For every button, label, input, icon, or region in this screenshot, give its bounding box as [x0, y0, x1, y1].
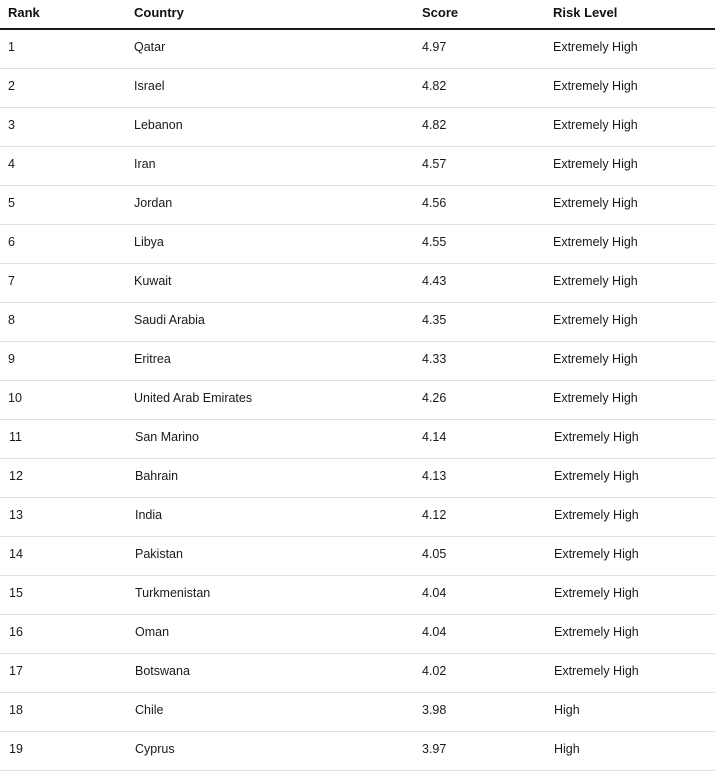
score-cell: 4.97	[422, 40, 447, 54]
score-cell: 4.13	[422, 469, 447, 483]
table-row	[0, 537, 715, 576]
score-cell: 4.82	[422, 79, 447, 93]
country-cell: Cyprus	[135, 742, 175, 756]
rank-cell: 12	[9, 469, 23, 483]
score-cell: 4.82	[422, 118, 447, 132]
risk-level-cell: Extremely High	[553, 196, 638, 210]
country-cell: Eritrea	[134, 352, 171, 366]
risk-level-cell: Extremely High	[553, 274, 638, 288]
risk-level-cell: Extremely High	[553, 313, 638, 327]
risk-level-cell: Extremely High	[554, 625, 639, 639]
header-rank[interactable]: Rank	[8, 5, 40, 20]
rank-cell: 14	[9, 547, 23, 561]
table-row	[0, 576, 715, 615]
country-cell: Jordan	[134, 196, 173, 210]
table-row	[0, 420, 715, 459]
rank-cell: 11	[9, 430, 22, 444]
table-row	[0, 108, 715, 147]
rank-cell: 17	[9, 664, 23, 678]
country-cell: Iran	[134, 157, 156, 171]
rank-cell: 4	[8, 157, 15, 171]
score-cell: 4.05	[422, 547, 447, 561]
rank-cell: 16	[9, 625, 23, 639]
score-cell: 4.14	[422, 430, 447, 444]
table-row	[0, 459, 715, 498]
country-cell: Botswana	[135, 664, 190, 678]
rank-cell: 3	[8, 118, 15, 132]
score-cell: 4.04	[422, 586, 447, 600]
rank-cell: 9	[8, 352, 15, 366]
score-cell: 4.57	[422, 157, 447, 171]
score-cell: 4.33	[422, 352, 447, 366]
country-cell: Turkmenistan	[135, 586, 211, 600]
rank-cell: 13	[9, 508, 23, 522]
country-cell: Pakistan	[135, 547, 183, 561]
table-row	[0, 342, 715, 381]
risk-level-cell: Extremely High	[553, 118, 638, 132]
country-cell: United Arab Emirates	[134, 391, 253, 405]
risk-level-cell: Extremely High	[553, 79, 638, 93]
score-cell: 4.35	[422, 313, 447, 327]
table-body	[0, 30, 715, 771]
country-cell: Kuwait	[134, 274, 172, 288]
table-row	[0, 30, 715, 69]
table-row	[0, 69, 715, 108]
rank-cell: 1	[8, 40, 15, 54]
score-cell: 3.98	[422, 703, 447, 717]
score-cell: 4.12	[422, 508, 447, 522]
score-cell: 4.02	[422, 664, 447, 678]
risk-level-cell: Extremely High	[554, 430, 639, 444]
rank-cell: 19	[9, 742, 23, 756]
rank-cell: 6	[8, 235, 15, 249]
score-cell: 4.43	[422, 274, 447, 288]
country-cell: Bahrain	[135, 469, 179, 483]
risk-level-cell: Extremely High	[553, 391, 638, 405]
table-row	[0, 615, 715, 654]
score-cell: 4.04	[422, 625, 447, 639]
header-risk-level[interactable]: Risk Level	[553, 5, 618, 20]
country-cell: Chile	[135, 703, 164, 717]
rank-cell: 18	[9, 703, 23, 717]
rank-cell: 8	[8, 313, 15, 327]
score-cell: 4.26	[422, 391, 447, 405]
country-cell: Saudi Arabia	[134, 313, 205, 327]
table-row	[0, 264, 715, 303]
risk-level-cell: Extremely High	[553, 235, 638, 249]
table-row	[0, 303, 715, 342]
country-cell: San Marino	[135, 430, 199, 444]
risk-level-cell: Extremely High	[554, 586, 639, 600]
country-cell: Qatar	[134, 40, 166, 54]
country-cell: India	[135, 508, 163, 522]
header-score[interactable]: Score	[422, 5, 459, 20]
table-row	[0, 381, 715, 420]
table-row	[0, 654, 715, 693]
table-row	[0, 186, 715, 225]
risk-level-cell: Extremely High	[553, 352, 638, 366]
risk-level-cell: Extremely High	[554, 547, 639, 561]
risk-level-cell: Extremely High	[553, 157, 638, 171]
table-header-row	[0, 0, 715, 30]
table-row	[0, 732, 715, 771]
country-cell: Lebanon	[134, 118, 183, 132]
risk-level-cell: Extremely High	[553, 40, 638, 54]
country-cell: Libya	[134, 235, 164, 249]
rank-cell: 15	[9, 586, 23, 600]
risk-level-cell: High	[554, 742, 580, 756]
rank-cell: 7	[8, 274, 15, 288]
risk-level-cell: Extremely High	[554, 664, 639, 678]
table-row	[0, 147, 715, 186]
country-cell: Israel	[134, 79, 165, 93]
table-row	[0, 225, 715, 264]
table-row	[0, 498, 715, 537]
risk-level-cell: Extremely High	[554, 469, 639, 483]
score-cell: 3.97	[422, 742, 447, 756]
rank-cell: 5	[8, 196, 15, 210]
country-cell: Oman	[135, 625, 170, 639]
header-country[interactable]: Country	[134, 5, 184, 20]
risk-level-cell: Extremely High	[554, 508, 639, 522]
table-row	[0, 693, 715, 732]
rank-cell: 2	[8, 79, 15, 93]
risk-level-cell: High	[554, 703, 580, 717]
rank-cell: 10	[8, 391, 22, 405]
score-cell: 4.56	[422, 196, 447, 210]
score-cell: 4.55	[422, 235, 447, 249]
